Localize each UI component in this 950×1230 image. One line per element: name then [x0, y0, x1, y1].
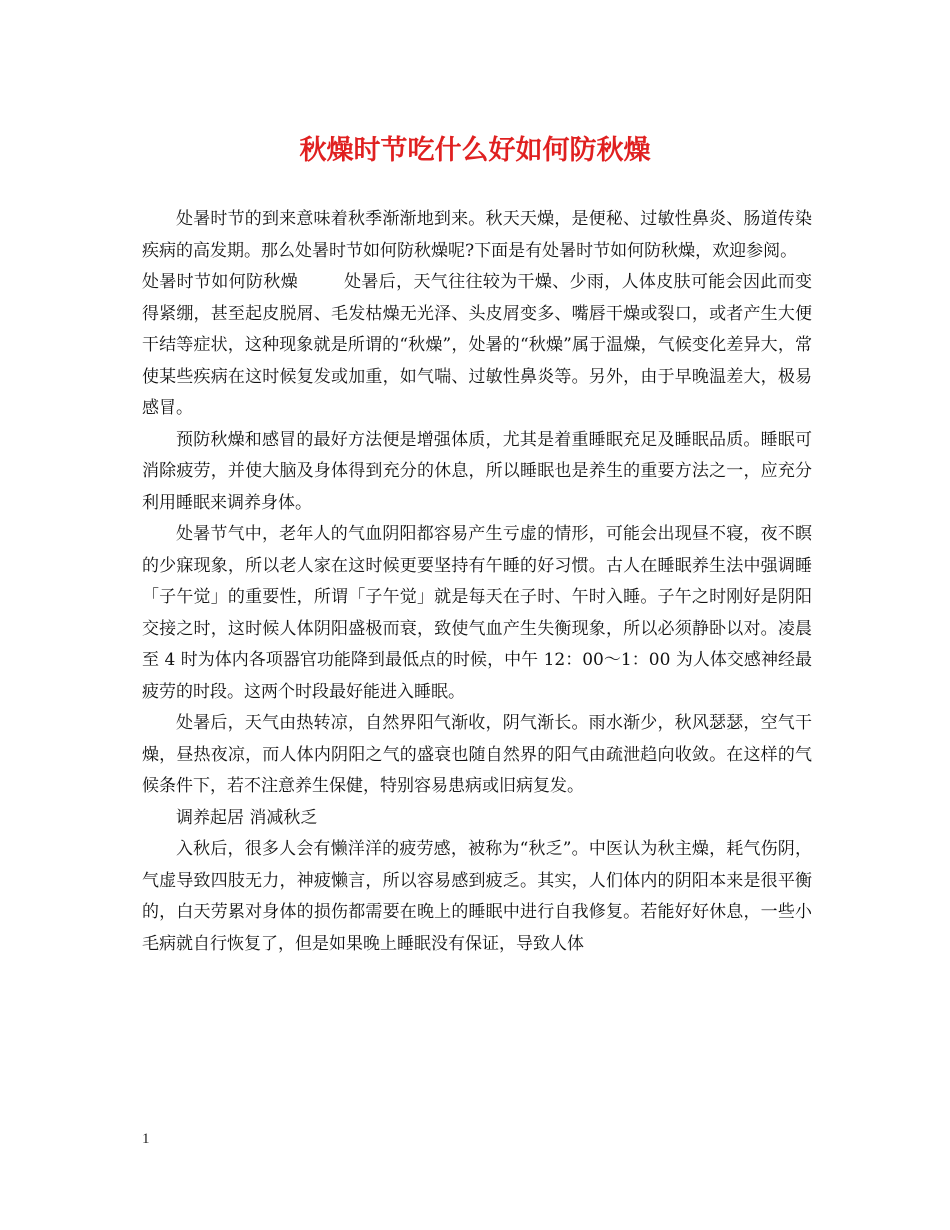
inline-heading: 处暑时节如何防秋燥: [142, 272, 299, 292]
paragraph-climate: 处暑后，天气由热转凉，自然界阳气渐收，阴气渐长。雨水渐少，秋风瑟瑟，空气干燥，昼热夜凉，而人体内阴阳之气的盛衰也随自然界的阳气由疏泄趋向收敛。在这样的气候条件下，若不注意养生保健，特别容易患病或旧病复发。: [142, 713, 812, 796]
document-title: 秋燥时节吃什么好如何防秋燥: [299, 135, 651, 166]
document-body: [142, 204, 812, 960]
paragraph-autumn-fatigue: 入秋后，很多人会有懒洋洋的疲劳感，被称为“秋乏”。中医认为秋主燥，耗气伤阴，气虚导致四肢无力，神疲懒言，所以容易感到疲乏。其实，人们体内的阴阳本来是很平衡的，白天劳累对身体的损伤都需要在晚上的睡眠中进行自我修复。若能好好休息，一些小毛病就自行恢复了，但是如果晚上睡眠没有保证，导致人体: [142, 839, 812, 954]
inline-gap: [298, 272, 344, 292]
paragraph-text: 处暑后，天气往往较为干燥、少雨，人体皮肤可能会因此而变得紧绷，甚至起皮脱屑、毛发枯燥无光泽、头皮屑变多、嘴唇干燥或裂口，或者产生大便干结等症状，这种现象就是所谓的“秋燥”，处暑的“秋燥”属于温燥，气候变化差异大，常使某些疾病在这时候复发或加重，如气喘、过敏性鼻炎等。另外，由于早晚温差大，极易感冒。: [142, 272, 813, 418]
section-subheading: 调养起居 消减秋乏: [176, 807, 318, 828]
paragraph-prevention: 预防秋燥和感冒的最好方法便是增强体质，尤其是着重睡眠充足及睡眠品质。睡眠可消除疲劳，并使大脑及身体得到充分的休息，所以睡眠也是养生的重要方法之一，应充分利用睡眠来调养身体。: [142, 429, 812, 513]
paragraph-heading-block: [142, 267, 812, 425]
page-number: 1: [142, 1131, 150, 1147]
paragraph-intro: 处暑时节的到来意味着秋季渐渐地到来。秋天天燥，是便秘、过敏性鼻炎、肠道传染疾病的高发期。那么处暑时节如何防秋燥呢?下面是有处暑时节如何防秋燥，欢迎参阅。: [142, 209, 812, 261]
paragraph-elderly-sleep: 处暑节气中，老年人的气血阴阳都容易产生亏虚的情形，可能会出现昼不寝，夜不瞑的少寐现象，所以老人家在这时候更要坚持有午睡的好习惯。古人在睡眠养生法中强调睡「子午觉」的重要性，所谓「子午觉」就是每天在子时、午时入睡。子午之时刚好是阴阳交接之时，这时候人体阴阳盛极而衰，致使气血产生失衡现象，所以必须静卧以对。凌晨至 4 时为体内各项器官功能降到最低点的时候，中午 12：00～1：00 为人体交感神经最疲劳的时段。这两个时段最好能进入睡眠。: [142, 524, 812, 702]
